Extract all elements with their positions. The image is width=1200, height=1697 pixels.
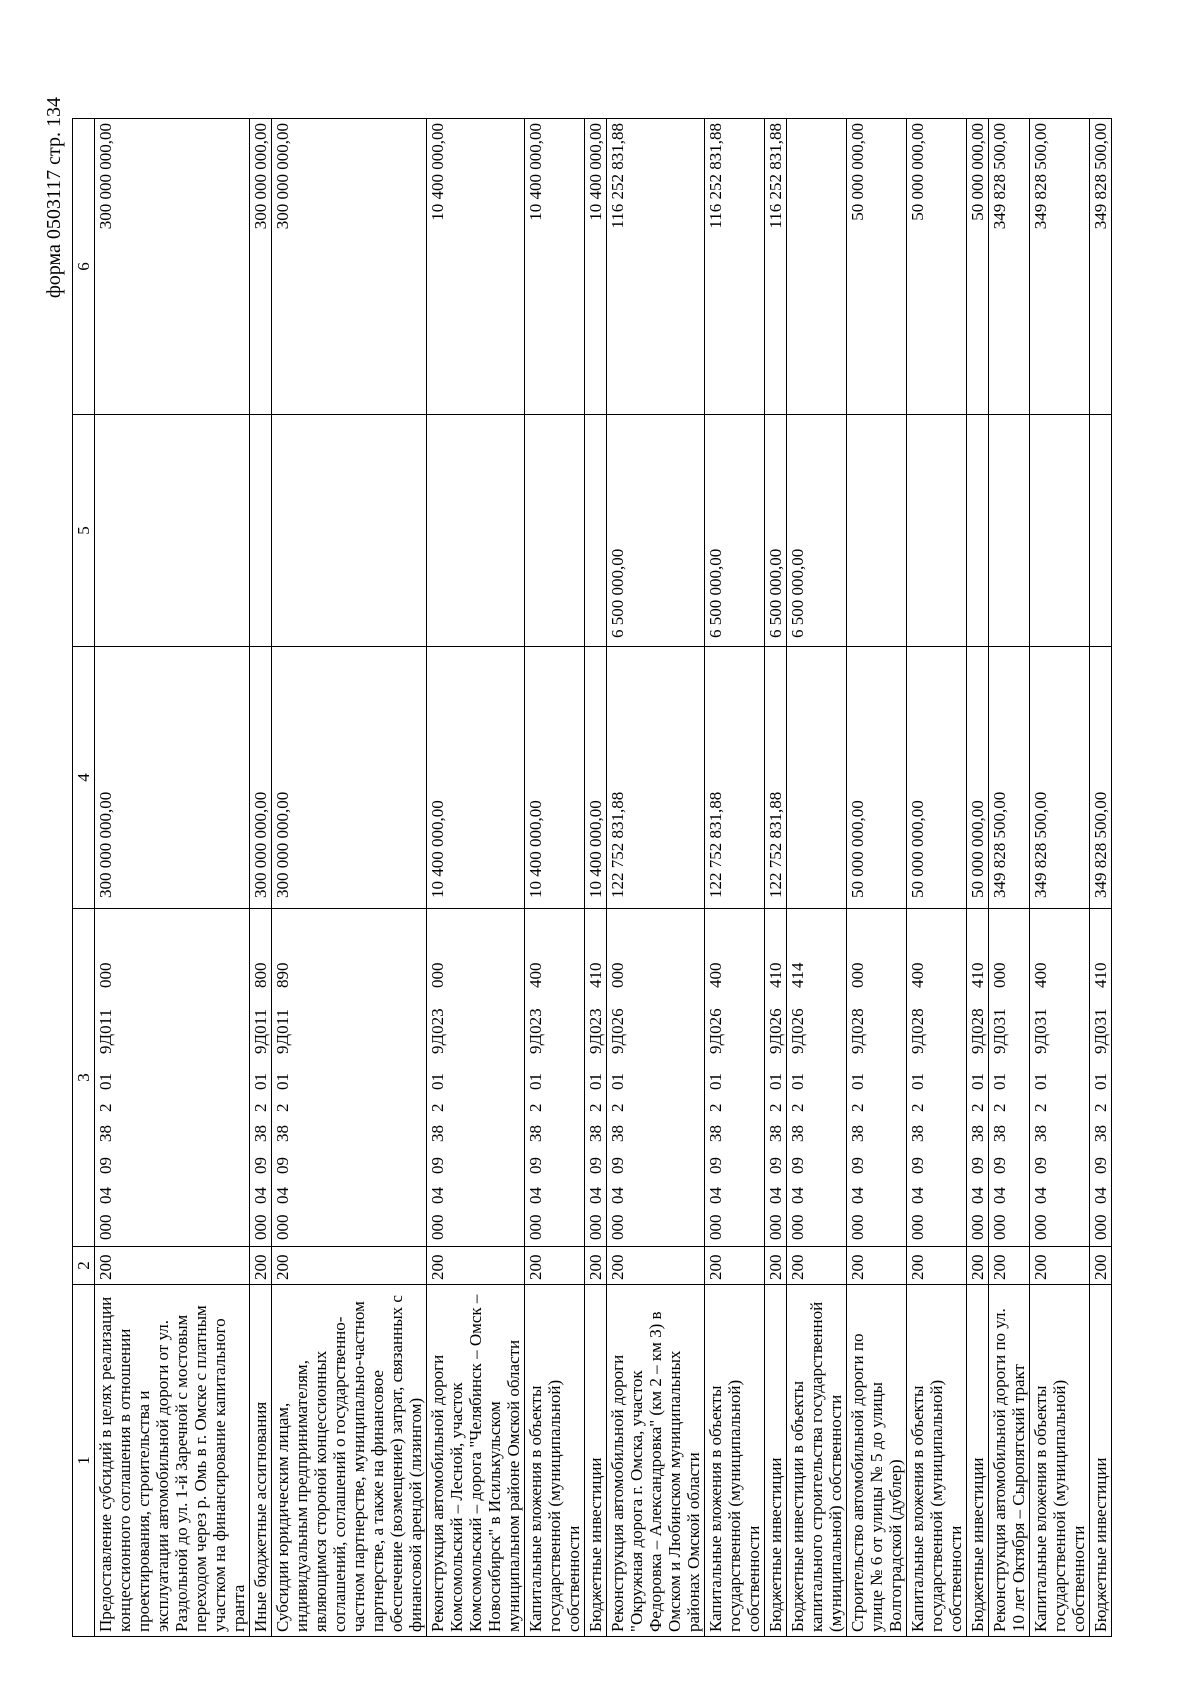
row-name: Бюджетные инвестиции bbox=[967, 1285, 989, 1637]
budget-code-segment: 000 bbox=[586, 1214, 605, 1240]
table-row bbox=[585, 119, 607, 1637]
budget-code-segment: 2 bbox=[706, 1103, 725, 1112]
budget-code-segment: 000 bbox=[848, 1214, 867, 1240]
row-name: Реконструкция автомобильной дороги Комсомольский – Лесной, участок Комсомольский – дорога "Челябинск – Омск – Новосибирск" в Исилькульском муниципальном районе Омской области bbox=[427, 1285, 525, 1637]
budget-code-segment: 2 bbox=[908, 1103, 927, 1112]
budget-code-segment: 000 bbox=[990, 1214, 1009, 1240]
budget-code-segment: 01 bbox=[526, 1073, 545, 1090]
row-remaining-amount: 116 252 831,88 bbox=[607, 119, 705, 415]
report-body bbox=[95, 119, 1112, 1637]
table-row bbox=[1090, 119, 1112, 1637]
budget-code-segment: 01 bbox=[848, 1073, 867, 1090]
row-budget-code bbox=[250, 909, 272, 1247]
budget-code-segment: 890 bbox=[273, 962, 292, 988]
row-budget-code bbox=[272, 909, 427, 1247]
row-line-code: 200 bbox=[1090, 1247, 1112, 1285]
budget-code-segment: 38 bbox=[251, 1125, 270, 1142]
row-line-code: 200 bbox=[272, 1247, 427, 1285]
row-remaining-amount bbox=[787, 119, 847, 415]
row-remaining-amount: 10 400 000,00 bbox=[525, 119, 585, 415]
budget-code-segment: 38 bbox=[908, 1125, 927, 1142]
budget-code-segment: 04 bbox=[766, 1187, 785, 1204]
row-approved-amount: 349 828 500,00 bbox=[1090, 647, 1112, 909]
row-executed-amount bbox=[1090, 415, 1112, 647]
budget-code-segment: 2 bbox=[788, 1103, 807, 1112]
budget-code-segment: 09 bbox=[96, 1157, 115, 1174]
row-name: Капитальные вложения в объекты государственной (муниципальной) собственности bbox=[1030, 1285, 1090, 1637]
table-row bbox=[907, 119, 967, 1637]
row-budget-code bbox=[989, 909, 1030, 1247]
row-remaining-amount: 349 828 500,00 bbox=[1030, 119, 1090, 415]
table-row bbox=[705, 119, 765, 1637]
budget-code-segment: 09 bbox=[848, 1157, 867, 1174]
row-remaining-amount: 10 400 000,00 bbox=[427, 119, 525, 415]
row-budget-code bbox=[705, 909, 765, 1247]
row-name: Иные бюджетные ассигнования bbox=[250, 1285, 272, 1637]
budget-code-segment: 01 bbox=[608, 1073, 627, 1090]
column-header-2: 2 bbox=[73, 1247, 95, 1285]
budget-code-segment: 410 bbox=[766, 962, 785, 988]
row-remaining-amount: 116 252 831,88 bbox=[765, 119, 787, 415]
budget-code-segment: 410 bbox=[968, 962, 987, 988]
row-approved-amount: 50 000 000,00 bbox=[907, 647, 967, 909]
budget-code-segment: 01 bbox=[1091, 1073, 1110, 1090]
row-approved-amount: 10 400 000,00 bbox=[427, 647, 525, 909]
row-budget-code bbox=[95, 909, 250, 1247]
budget-code-segment: 38 bbox=[1091, 1125, 1110, 1142]
budget-code-segment: 9Д028 bbox=[908, 1008, 927, 1054]
row-name: Бюджетные инвестиции bbox=[765, 1285, 787, 1637]
budget-code-segment: 09 bbox=[1031, 1157, 1050, 1174]
budget-code-segment: 2 bbox=[1031, 1103, 1050, 1112]
budget-code-segment: 410 bbox=[586, 962, 605, 988]
budget-code-segment: 38 bbox=[968, 1125, 987, 1142]
row-remaining-amount: 50 000 000,00 bbox=[967, 119, 989, 415]
budget-code-segment: 400 bbox=[908, 962, 927, 988]
table-row bbox=[989, 119, 1030, 1637]
budget-code-segment: 09 bbox=[766, 1157, 785, 1174]
table-row bbox=[250, 119, 272, 1637]
row-budget-code bbox=[967, 909, 989, 1247]
budget-code-segment: 09 bbox=[526, 1157, 545, 1174]
row-budget-code bbox=[607, 909, 705, 1247]
budget-code-segment: 9Д011 bbox=[96, 1009, 115, 1054]
row-executed-amount bbox=[847, 415, 907, 647]
row-approved-amount: 50 000 000,00 bbox=[967, 647, 989, 909]
budget-code-segment: 000 bbox=[526, 1214, 545, 1240]
budget-code-segment: 000 bbox=[96, 962, 115, 988]
budget-code-segment: 000 bbox=[968, 1214, 987, 1240]
budget-code-segment: 04 bbox=[428, 1187, 447, 1204]
row-budget-code bbox=[1090, 909, 1112, 1247]
row-line-code: 200 bbox=[787, 1247, 847, 1285]
row-budget-code bbox=[585, 909, 607, 1247]
budget-code-segment: 04 bbox=[990, 1187, 1009, 1204]
budget-code-segment: 01 bbox=[96, 1073, 115, 1090]
budget-code-segment: 2 bbox=[1091, 1103, 1110, 1112]
row-approved-amount: 349 828 500,00 bbox=[989, 647, 1030, 909]
row-budget-code bbox=[907, 909, 967, 1247]
row-name: Бюджетные инвестиции bbox=[585, 1285, 607, 1637]
budget-code-segment: 09 bbox=[706, 1157, 725, 1174]
form-header: форма 0503117 стр. 134 bbox=[43, 97, 65, 299]
row-executed-amount bbox=[1030, 415, 1090, 647]
budget-code-segment: 2 bbox=[766, 1103, 785, 1112]
row-approved-amount: 122 752 831,88 bbox=[765, 647, 787, 909]
row-remaining-amount: 50 000 000,00 bbox=[907, 119, 967, 415]
budget-code-segment: 38 bbox=[706, 1125, 725, 1142]
budget-code-segment: 38 bbox=[608, 1125, 627, 1142]
budget-code-segment: 9Д026 bbox=[766, 1008, 785, 1054]
report-table bbox=[72, 118, 1112, 1637]
budget-code-segment: 9Д023 bbox=[586, 1008, 605, 1054]
row-line-code: 200 bbox=[847, 1247, 907, 1285]
budget-code-segment: 09 bbox=[428, 1157, 447, 1174]
budget-code-segment: 01 bbox=[273, 1073, 292, 1090]
budget-code-segment: 9Д026 bbox=[706, 1008, 725, 1054]
row-remaining-amount: 300 000 000,00 bbox=[250, 119, 272, 415]
row-executed-amount: 6 500 000,00 bbox=[705, 415, 765, 647]
budget-code-segment: 000 bbox=[608, 1214, 627, 1240]
row-name: Предоставление субсидий в целях реализации концессионного соглашения в отношении проектирования, строительства и эксплуатации автомобильной дороги от ул. Раздольной до ул. 1-й Заречной с мостовым переходом через р. Омь в г. Омске с платным участком на финансирование капитального гранта bbox=[95, 1285, 250, 1637]
budget-code-segment: 01 bbox=[1031, 1073, 1050, 1090]
budget-code-segment: 9Д031 bbox=[1091, 1008, 1110, 1054]
row-line-code: 200 bbox=[607, 1247, 705, 1285]
budget-code-segment: 9Д028 bbox=[848, 1008, 867, 1054]
budget-code-segment: 04 bbox=[908, 1187, 927, 1204]
row-executed-amount bbox=[250, 415, 272, 647]
budget-code-segment: 04 bbox=[788, 1187, 807, 1204]
budget-code-segment: 04 bbox=[273, 1187, 292, 1204]
column-header-1: 1 bbox=[73, 1285, 95, 1637]
budget-code-segment: 000 bbox=[848, 962, 867, 988]
budget-code-segment: 04 bbox=[608, 1187, 627, 1204]
row-line-code: 200 bbox=[967, 1247, 989, 1285]
budget-code-segment: 09 bbox=[608, 1157, 627, 1174]
row-name: Реконструкция автомобильной дороги "Окружная дорога г. Омска, участок Федоровка – Александровка" (км 2 – км 3) в Омском и Любинском муниципальных районах Омской области bbox=[607, 1285, 705, 1637]
row-name: Капитальные вложения в объекты государственной (муниципальной) собственности bbox=[705, 1285, 765, 1637]
row-line-code: 200 bbox=[95, 1247, 250, 1285]
row-line-code: 200 bbox=[427, 1247, 525, 1285]
row-name: Субсидии юридическим лицам, индивидуальным предпринимателям, являющимся стороной концессионных соглашений, соглашений о государственно-частном партнерстве, муниципально-частном партнерстве, а также на финансовое обеспечение (возмещение) затрат, связанных с финансовой арендой (лизингом) bbox=[272, 1285, 427, 1637]
row-line-code: 200 bbox=[525, 1247, 585, 1285]
row-budget-code bbox=[847, 909, 907, 1247]
budget-code-segment: 38 bbox=[526, 1125, 545, 1142]
budget-code-segment: 38 bbox=[96, 1125, 115, 1142]
budget-code-segment: 400 bbox=[706, 962, 725, 988]
budget-code-segment: 01 bbox=[908, 1073, 927, 1090]
budget-code-segment: 9Д023 bbox=[526, 1008, 545, 1054]
column-header-6: 6 bbox=[73, 119, 95, 415]
budget-code-segment: 400 bbox=[1031, 962, 1050, 988]
row-line-code: 200 bbox=[585, 1247, 607, 1285]
budget-code-segment: 09 bbox=[990, 1157, 1009, 1174]
budget-code-segment: 38 bbox=[990, 1125, 1009, 1142]
table-row bbox=[787, 119, 847, 1637]
budget-code-segment: 000 bbox=[1031, 1214, 1050, 1240]
row-name: Капитальные вложения в объекты государственной (муниципальной) собственности bbox=[907, 1285, 967, 1637]
row-budget-code bbox=[427, 909, 525, 1247]
budget-code-segment: 9Д031 bbox=[990, 1008, 1009, 1054]
row-approved-amount: 300 000 000,00 bbox=[95, 647, 250, 909]
budget-code-segment: 800 bbox=[251, 962, 270, 988]
table-row bbox=[427, 119, 525, 1637]
row-line-code: 200 bbox=[907, 1247, 967, 1285]
budget-code-segment: 000 bbox=[706, 1214, 725, 1240]
budget-code-segment: 000 bbox=[608, 962, 627, 988]
budget-code-segment: 2 bbox=[990, 1103, 1009, 1112]
budget-code-segment: 01 bbox=[788, 1073, 807, 1090]
rotated-page bbox=[0, 97, 1110, 1697]
row-approved-amount: 50 000 000,00 bbox=[847, 647, 907, 909]
table-row bbox=[95, 119, 250, 1637]
budget-code-segment: 04 bbox=[968, 1187, 987, 1204]
budget-code-segment: 2 bbox=[526, 1103, 545, 1112]
row-approved-amount: 300 000 000,00 bbox=[250, 647, 272, 909]
budget-code-segment: 2 bbox=[96, 1103, 115, 1112]
budget-code-segment: 09 bbox=[968, 1157, 987, 1174]
budget-code-segment: 01 bbox=[968, 1073, 987, 1090]
row-name: Бюджетные инвестиции в объекты капитального строительства государственной (муниципальной) собственности bbox=[787, 1285, 847, 1637]
row-name: Строительство автомобильной дороги по улице № 6 от улицы № 5 до улицы Волгоградской (дублер) bbox=[847, 1285, 907, 1637]
budget-code-segment: 01 bbox=[990, 1073, 1009, 1090]
row-remaining-amount: 10 400 000,00 bbox=[585, 119, 607, 415]
row-executed-amount bbox=[95, 415, 250, 647]
budget-code-segment: 01 bbox=[428, 1073, 447, 1090]
column-header-5: 5 bbox=[73, 415, 95, 647]
budget-code-segment: 000 bbox=[788, 1214, 807, 1240]
row-remaining-amount: 300 000 000,00 bbox=[272, 119, 427, 415]
budget-code-segment: 9Д023 bbox=[428, 1008, 447, 1054]
budget-code-segment: 09 bbox=[586, 1157, 605, 1174]
row-budget-code bbox=[525, 909, 585, 1247]
budget-code-segment: 2 bbox=[968, 1103, 987, 1112]
budget-code-segment: 38 bbox=[848, 1125, 867, 1142]
budget-code-segment: 38 bbox=[428, 1125, 447, 1142]
row-line-code: 200 bbox=[765, 1247, 787, 1285]
row-budget-code bbox=[1030, 909, 1090, 1247]
budget-code-segment: 38 bbox=[1031, 1125, 1050, 1142]
row-executed-amount bbox=[427, 415, 525, 647]
row-name: Бюджетные инвестиции bbox=[1090, 1285, 1112, 1637]
budget-code-segment: 000 bbox=[273, 1214, 292, 1240]
budget-code-segment: 04 bbox=[586, 1187, 605, 1204]
budget-code-segment: 09 bbox=[788, 1157, 807, 1174]
budget-code-segment: 01 bbox=[766, 1073, 785, 1090]
row-executed-amount: 6 500 000,00 bbox=[607, 415, 705, 647]
row-approved-amount bbox=[787, 647, 847, 909]
budget-code-segment: 000 bbox=[428, 962, 447, 988]
budget-code-segment: 000 bbox=[251, 1214, 270, 1240]
budget-code-segment: 2 bbox=[586, 1103, 605, 1112]
row-executed-amount bbox=[272, 415, 427, 647]
row-executed-amount: 6 500 000,00 bbox=[765, 415, 787, 647]
budget-code-segment: 38 bbox=[586, 1125, 605, 1142]
budget-code-segment: 09 bbox=[251, 1157, 270, 1174]
budget-code-segment: 01 bbox=[586, 1073, 605, 1090]
row-name: Капитальные вложения в объекты государственной (муниципальной) собственности bbox=[525, 1285, 585, 1637]
budget-code-segment: 38 bbox=[766, 1125, 785, 1142]
row-approved-amount: 300 000 000,00 bbox=[272, 647, 427, 909]
table-row bbox=[765, 119, 787, 1637]
row-executed-amount: 6 500 000,00 bbox=[787, 415, 847, 647]
budget-code-segment: 000 bbox=[96, 1214, 115, 1240]
row-line-code: 200 bbox=[250, 1247, 272, 1285]
budget-code-segment: 000 bbox=[990, 962, 1009, 988]
budget-code-segment: 9Д028 bbox=[968, 1008, 987, 1054]
table-row bbox=[847, 119, 907, 1637]
budget-code-segment: 2 bbox=[608, 1103, 627, 1112]
budget-code-segment: 000 bbox=[1091, 1214, 1110, 1240]
row-approved-amount: 122 752 831,88 bbox=[705, 647, 765, 909]
budget-code-segment: 04 bbox=[1091, 1187, 1110, 1204]
table-row bbox=[967, 119, 989, 1637]
budget-code-segment: 2 bbox=[428, 1103, 447, 1112]
budget-code-segment: 9Д026 bbox=[788, 1008, 807, 1054]
table-row bbox=[525, 119, 585, 1637]
column-header-4: 4 bbox=[73, 647, 95, 909]
row-executed-amount bbox=[989, 415, 1030, 647]
row-approved-amount: 349 828 500,00 bbox=[1030, 647, 1090, 909]
row-remaining-amount: 349 828 500,00 bbox=[989, 119, 1030, 415]
budget-code-segment: 2 bbox=[273, 1103, 292, 1112]
budget-code-segment: 9Д026 bbox=[608, 1008, 627, 1054]
row-executed-amount bbox=[907, 415, 967, 647]
budget-code-segment: 000 bbox=[908, 1214, 927, 1240]
budget-code-segment: 000 bbox=[428, 1214, 447, 1240]
column-header-3: 3 bbox=[73, 909, 95, 1247]
budget-code-segment: 04 bbox=[1031, 1187, 1050, 1204]
table-row bbox=[1030, 119, 1090, 1637]
table-row bbox=[607, 119, 705, 1637]
row-budget-code bbox=[765, 909, 787, 1247]
budget-code-segment: 2 bbox=[848, 1103, 867, 1112]
budget-code-segment: 2 bbox=[251, 1103, 270, 1112]
budget-code-segment: 04 bbox=[96, 1187, 115, 1204]
budget-code-segment: 9Д031 bbox=[1031, 1008, 1050, 1054]
budget-code-segment: 01 bbox=[251, 1073, 270, 1090]
row-name: Реконструкция автомобильной дороги по ул. 10 лет Октября – Сыропятский тракт bbox=[989, 1285, 1030, 1637]
row-line-code: 200 bbox=[989, 1247, 1030, 1285]
row-executed-amount bbox=[525, 415, 585, 647]
budget-code-segment: 410 bbox=[1091, 962, 1110, 988]
row-remaining-amount: 50 000 000,00 bbox=[847, 119, 907, 415]
row-approved-amount: 10 400 000,00 bbox=[525, 647, 585, 909]
budget-code-segment: 01 bbox=[706, 1073, 725, 1090]
row-executed-amount bbox=[967, 415, 989, 647]
budget-code-segment: 400 bbox=[526, 962, 545, 988]
budget-code-segment: 9Д011 bbox=[273, 1009, 292, 1054]
row-budget-code bbox=[787, 909, 847, 1247]
budget-code-segment: 000 bbox=[766, 1214, 785, 1240]
row-remaining-amount: 349 828 500,00 bbox=[1090, 119, 1112, 415]
row-remaining-amount: 300 000 000,00 bbox=[95, 119, 250, 415]
budget-code-segment: 09 bbox=[1091, 1157, 1110, 1174]
budget-code-segment: 414 bbox=[788, 962, 807, 988]
budget-code-segment: 38 bbox=[273, 1125, 292, 1142]
budget-code-segment: 09 bbox=[908, 1157, 927, 1174]
row-executed-amount bbox=[585, 415, 607, 647]
row-approved-amount: 122 752 831,88 bbox=[607, 647, 705, 909]
row-line-code: 200 bbox=[705, 1247, 765, 1285]
budget-code-segment: 04 bbox=[706, 1187, 725, 1204]
row-approved-amount: 10 400 000,00 bbox=[585, 647, 607, 909]
budget-code-segment: 04 bbox=[848, 1187, 867, 1204]
budget-code-segment: 04 bbox=[526, 1187, 545, 1204]
budget-code-segment: 09 bbox=[273, 1157, 292, 1174]
budget-code-segment: 9Д011 bbox=[251, 1009, 270, 1054]
table-row bbox=[272, 119, 427, 1637]
row-remaining-amount: 116 252 831,88 bbox=[705, 119, 765, 415]
budget-code-segment: 04 bbox=[251, 1187, 270, 1204]
budget-code-segment: 38 bbox=[788, 1125, 807, 1142]
column-number-row bbox=[73, 119, 95, 1637]
row-line-code: 200 bbox=[1030, 1247, 1090, 1285]
